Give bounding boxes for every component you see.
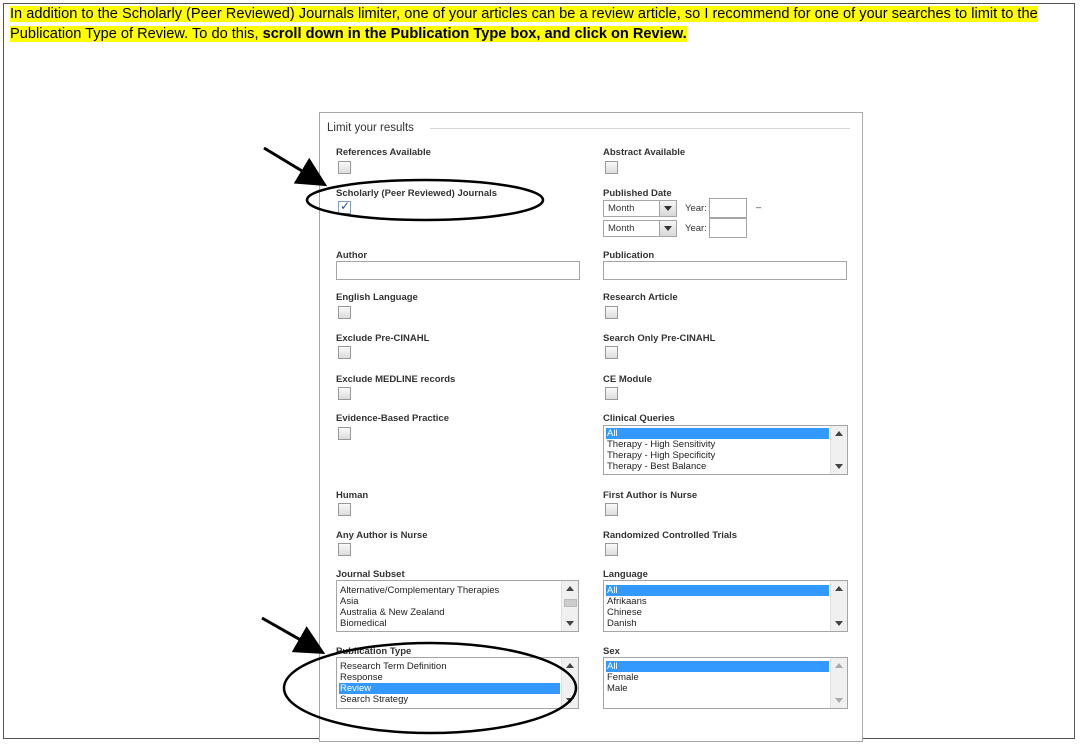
instruction-plain: In addition to the Scholarly (Peer Reviewed) Journals limiter, one of your articles can be a review article, so I recommend for one of your searches to limit to the Publication Type of Review. To do this, bbox=[10, 6, 1038, 42]
list-item[interactable]: Therapy - Best Balance bbox=[607, 461, 707, 472]
list-item[interactable]: All bbox=[606, 661, 829, 672]
list-item[interactable]: Asia bbox=[340, 596, 359, 607]
list-item[interactable]: Biomedical bbox=[340, 618, 387, 629]
list-item[interactable]: All bbox=[606, 585, 829, 596]
list-item[interactable]: Male bbox=[607, 683, 628, 694]
published-date-label: Published Date bbox=[603, 188, 672, 199]
list-item[interactable]: Danish bbox=[607, 618, 637, 629]
publication-type-label: Publication Type bbox=[336, 646, 412, 657]
date-range-dash: – bbox=[756, 202, 762, 213]
search-only-pre-cinahl-label: Search Only Pre-CINAHL bbox=[603, 333, 716, 344]
checkmark-icon: ✓ bbox=[340, 199, 351, 213]
author-label: Author bbox=[336, 250, 368, 261]
list-item[interactable]: Research Term Definition bbox=[340, 661, 447, 672]
list-item[interactable]: All bbox=[606, 428, 829, 439]
end-month-value: Month bbox=[608, 223, 635, 234]
clinical-queries-label: Clinical Queries bbox=[603, 413, 675, 424]
human-label: Human bbox=[336, 490, 369, 501]
sex-label: Sex bbox=[603, 646, 620, 657]
ce-module-label: CE Module bbox=[603, 374, 653, 385]
list-item[interactable]: Response bbox=[340, 672, 383, 683]
research-article-label: Research Article bbox=[603, 292, 678, 303]
list-item[interactable]: Search Strategy bbox=[340, 694, 409, 705]
first-author-nurse-label: First Author is Nurse bbox=[603, 490, 698, 501]
ellipse-highlight bbox=[307, 180, 543, 220]
arrow-icon bbox=[264, 148, 322, 183]
references-available-label: References Available bbox=[336, 147, 431, 158]
publication-label: Publication bbox=[603, 250, 655, 261]
exclude-medline-label: Exclude MEDLINE records bbox=[336, 374, 456, 385]
list-item[interactable]: Afrikaans bbox=[607, 596, 647, 607]
abstract-available-label: Abstract Available bbox=[603, 147, 686, 158]
language-label: Language bbox=[603, 569, 648, 580]
arrow-icon bbox=[262, 618, 320, 651]
english-language-label: English Language bbox=[336, 292, 418, 303]
rct-label: Randomized Controlled Trials bbox=[603, 530, 738, 541]
start-month-value: Month bbox=[608, 203, 635, 214]
instruction-bold: scroll down in the Publication Type box, and click on Review. bbox=[262, 26, 687, 42]
scholarly-label: Scholarly (Peer Reviewed) Journals bbox=[336, 188, 498, 199]
list-item[interactable]: Australia & New Zealand bbox=[340, 607, 445, 618]
start-year-label: Year: bbox=[685, 203, 707, 214]
list-item[interactable]: Therapy - High Specificity bbox=[607, 450, 716, 461]
journal-subset-label: Journal Subset bbox=[336, 569, 405, 580]
ellipse-highlight bbox=[284, 643, 576, 733]
list-item[interactable]: Alternative/Complementary Therapies bbox=[340, 585, 500, 596]
any-author-nurse-label: Any Author is Nurse bbox=[336, 530, 428, 541]
list-item[interactable]: Therapy - High Sensitivity bbox=[607, 439, 716, 450]
publication-type-review-option[interactable]: Review bbox=[339, 683, 560, 694]
exclude-pre-cinahl-label: Exclude Pre-CINAHL bbox=[336, 333, 430, 344]
list-item[interactable]: Chinese bbox=[607, 607, 642, 618]
evidence-based-label: Evidence-Based Practice bbox=[336, 413, 450, 424]
list-item[interactable]: Female bbox=[607, 672, 639, 683]
section-title: Limit your results bbox=[327, 122, 414, 134]
end-year-label: Year: bbox=[685, 223, 707, 234]
